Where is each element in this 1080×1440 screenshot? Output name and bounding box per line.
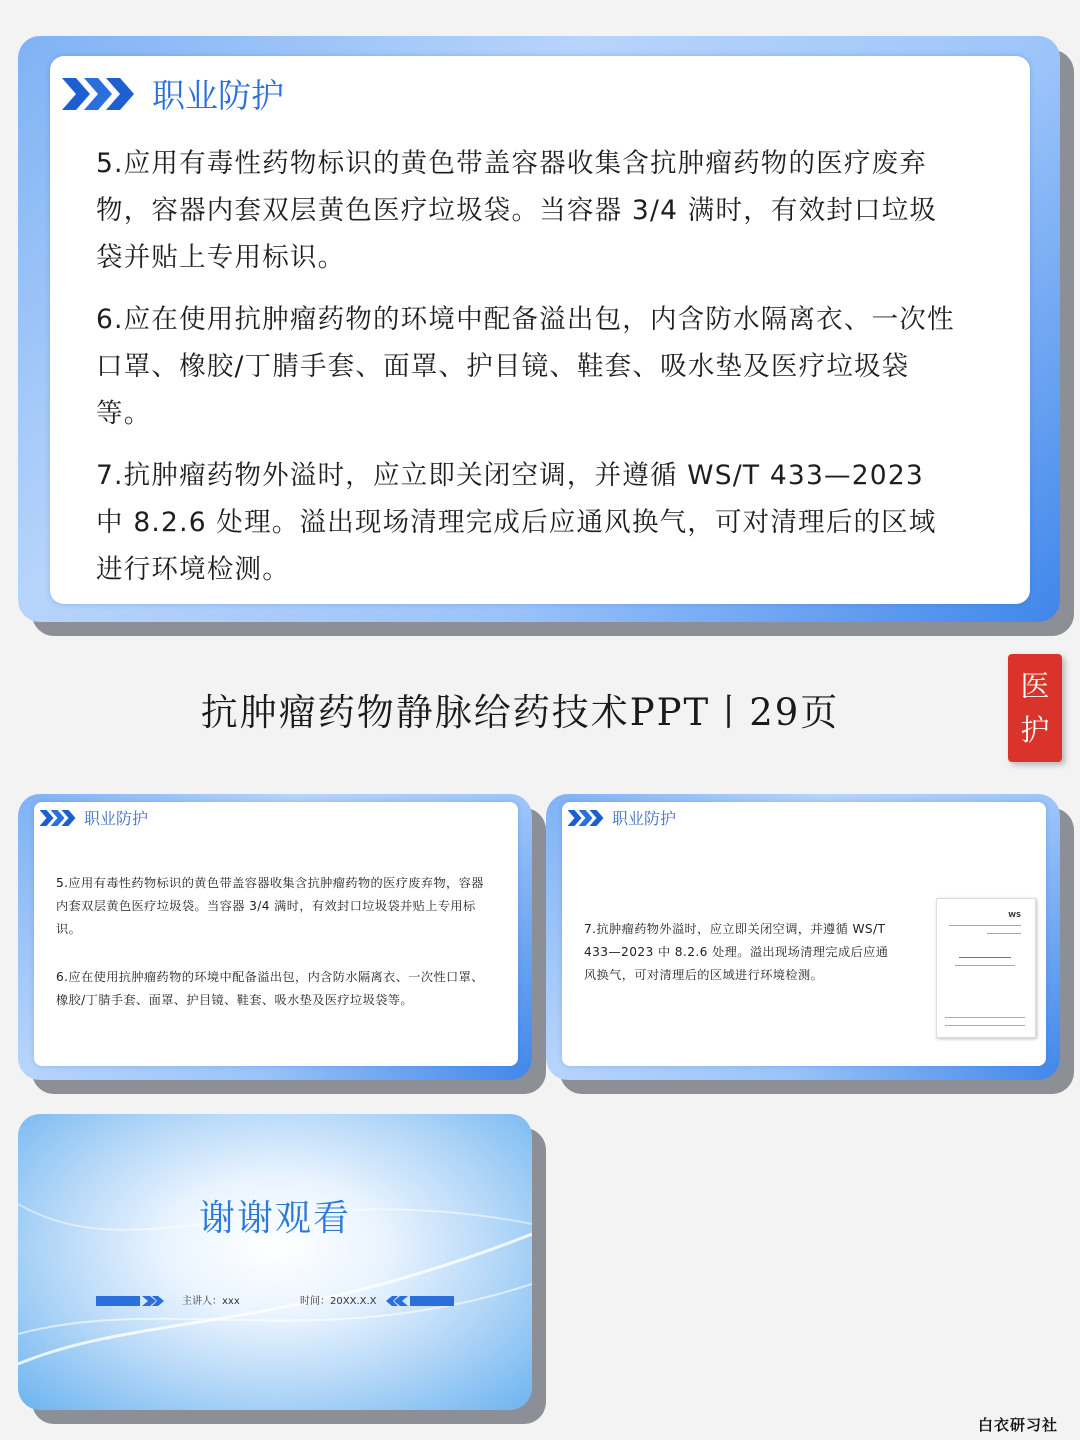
slide-content-panel bbox=[34, 802, 518, 1066]
triple-chevron-icon bbox=[38, 808, 78, 828]
main-slide bbox=[18, 36, 1060, 622]
category-tag bbox=[1008, 654, 1062, 762]
slide-content-panel bbox=[562, 802, 1046, 1066]
section-title: 职业防护 bbox=[152, 76, 284, 115]
slide-frame bbox=[18, 1114, 532, 1410]
thumbnail-slide-2 bbox=[546, 794, 1060, 1080]
section-header bbox=[566, 806, 676, 829]
left-arrow-bar-icon bbox=[386, 1294, 454, 1308]
section-header bbox=[38, 806, 148, 829]
tag-char-1: 医 bbox=[1020, 669, 1050, 703]
section-header bbox=[60, 70, 284, 117]
section-title: 职业防护 bbox=[612, 809, 677, 828]
paragraph-7: 7.抗肿瘤药物外溢时，应立即关闭空调，并遵循 WS/T 433—2023 中 8.2.6 处理。溢出现场清理完成后应通风换气，可对清理后的区域进行环境检测。 bbox=[584, 922, 889, 982]
paragraph-6: 6.应在使用抗肿瘤药物的环境中配备溢出包，内含防水隔离衣、一次性口罩、橡胶/丁腈手套、面罩、护目镜、鞋套、吸水垫及医疗垃圾袋等。 bbox=[96, 304, 955, 429]
paragraph-7: 7.抗肿瘤药物外溢时，应立即关闭空调，并遵循 WS/T 433—2023 中 8.2.6 处理。溢出现场清理完成后应通风换气，可对清理后的区域进行环境检测。 bbox=[96, 460, 937, 585]
brand-watermark: 白衣研习社 bbox=[977, 1416, 1058, 1434]
document-label: WS bbox=[1008, 911, 1021, 919]
standard-document-thumbnail bbox=[936, 898, 1036, 1038]
thumbnail-slide-1 bbox=[18, 794, 532, 1080]
triple-chevron-icon bbox=[60, 74, 138, 114]
wave-decoration bbox=[18, 1114, 532, 1410]
page-headline: 抗肿瘤药物静脉给药技术PPT丨29页 bbox=[200, 691, 840, 734]
right-arrow-bar-icon bbox=[96, 1294, 164, 1308]
slide-frame bbox=[18, 36, 1060, 622]
triple-chevron-icon bbox=[566, 808, 606, 828]
thanks-slide bbox=[18, 1114, 532, 1410]
paragraph-5: 5.应用有毒性药物标识的黄色带盖容器收集含抗肿瘤药物的医疗废弃物，容器内套双层黄色医疗垃圾袋。当容器 3/4 满时，有效封口垃圾袋并贴上专用标识。 bbox=[56, 876, 484, 936]
tag-char-2: 护 bbox=[1020, 713, 1050, 747]
time-label: 时间：20XX.X.X bbox=[300, 1296, 377, 1307]
section-title: 职业防护 bbox=[84, 809, 149, 828]
paragraph-6: 6.应在使用抗肿瘤药物的环境中配备溢出包，内含防水隔离衣、一次性口罩、橡胶/丁腈手套、面罩、护目镜、鞋套、吸水垫及医疗垃圾袋等。 bbox=[56, 970, 484, 1007]
speaker-label: 主讲人：xxx bbox=[182, 1296, 240, 1307]
thanks-title: 谢谢观看 bbox=[198, 1198, 351, 1239]
paragraph-5: 5.应用有毒性药物标识的黄色带盖容器收集含抗肿瘤药物的医疗废弃物，容器内套双层黄色医疗垃圾袋。当容器 3/4 满时，有效封口垃圾袋并贴上专用标识。 bbox=[96, 148, 938, 273]
slide-content-panel bbox=[50, 56, 1030, 604]
